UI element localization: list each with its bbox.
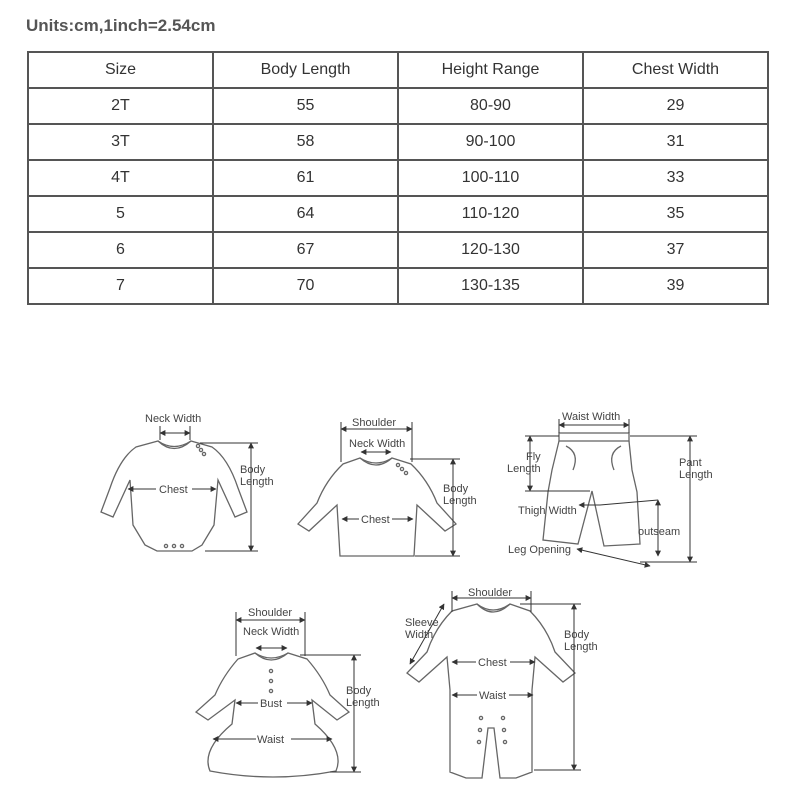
- romper-sleeve-label: Sleeve: [405, 617, 439, 629]
- pants-thigh-label: Thigh Width: [518, 505, 577, 517]
- cell-height-range: 130-135: [398, 268, 583, 304]
- cell-size: 3T: [28, 124, 213, 160]
- romper-chest-label: Chest: [478, 657, 507, 669]
- pants-fly-label-2: Length: [507, 463, 541, 475]
- top-body-length-label-2: Length: [443, 495, 477, 507]
- pants-pant-length-label: Pant: [679, 457, 702, 469]
- dress-bust-label: Bust: [260, 698, 283, 710]
- dress-neck-label: Neck Width: [243, 626, 300, 638]
- cell-size: 7: [28, 268, 213, 304]
- pants-leg-opening-label: Leg Opening: [508, 544, 571, 556]
- romper-shoulder-label: Shoulder: [468, 587, 513, 599]
- cell-height-range: 80-90: [398, 88, 583, 124]
- bodysuit-body-length-label: Body: [240, 464, 266, 476]
- top-body-length-label: Body: [443, 483, 469, 495]
- cell-body-length: 61: [213, 160, 398, 196]
- romper-body-length-label: Body: [564, 629, 590, 641]
- header-chest-width: Chest Width: [583, 52, 768, 88]
- cell-chest-width: 35: [583, 196, 768, 232]
- top-shoulder-label: Shoulder: [352, 417, 397, 429]
- bodysuit-neck-label: Neck Width: [145, 413, 202, 425]
- cell-chest-width: 37: [583, 232, 768, 268]
- dress-diagram: [196, 607, 380, 777]
- romper-waist-label: Waist: [479, 690, 507, 702]
- dress-shoulder-label: Shoulder: [248, 607, 293, 619]
- bodysuit-diagram: [101, 413, 274, 551]
- dress-body-length-label: Body: [346, 685, 372, 697]
- cell-height-range: 100-110: [398, 160, 583, 196]
- header-height-range: Height Range: [398, 52, 583, 88]
- pants-fly-label: Fly: [526, 451, 541, 463]
- cell-size: 5: [28, 196, 213, 232]
- bodysuit-outline: [101, 441, 247, 551]
- header-body-length: Body Length: [213, 52, 398, 88]
- dress-waist-label: Waist: [257, 734, 285, 746]
- top-neck-label: Neck Width: [349, 438, 406, 450]
- cell-body-length: 58: [213, 124, 398, 160]
- cell-height-range: 90-100: [398, 124, 583, 160]
- top-diagram: [298, 417, 477, 556]
- pants-pocket-left: [566, 446, 575, 470]
- bodysuit-chest-label: Chest: [159, 484, 188, 496]
- pants-pant-length-label-2: Length: [679, 469, 713, 481]
- header-size: Size: [28, 52, 213, 88]
- pants-pocket-right: [612, 446, 621, 470]
- cell-height-range: 110-120: [398, 196, 583, 232]
- romper-body-length-label-2: Length: [564, 641, 598, 653]
- bodysuit-body-length-label-2: Length: [240, 476, 274, 488]
- cell-chest-width: 31: [583, 124, 768, 160]
- top-chest-label: Chest: [361, 514, 390, 526]
- romper-diagram: [405, 587, 598, 778]
- cell-body-length: 67: [213, 232, 398, 268]
- pants-diagram: [507, 411, 713, 566]
- cell-chest-width: 39: [583, 268, 768, 304]
- pants-waistband: [559, 433, 629, 441]
- units-note: Units:cm,1inch=2.54cm: [26, 16, 216, 35]
- cell-chest-width: 29: [583, 88, 768, 124]
- pants-outseam-label: outseam: [638, 526, 681, 538]
- pants-waist-label: Waist Width: [562, 411, 621, 423]
- romper-collar: [477, 604, 510, 610]
- top-outline: [298, 458, 456, 556]
- pants-outline: [543, 441, 640, 546]
- cell-size: 2T: [28, 88, 213, 124]
- cell-size: 6: [28, 232, 213, 268]
- cell-height-range: 120-130: [398, 232, 583, 268]
- cell-body-length: 70: [213, 268, 398, 304]
- cell-chest-width: 33: [583, 160, 768, 196]
- dress-body-length-label-2: Length: [346, 697, 380, 709]
- cell-body-length: 64: [213, 196, 398, 232]
- romper-sleeve-label-2: Width: [405, 629, 434, 641]
- cell-size: 4T: [28, 160, 213, 196]
- cell-body-length: 55: [213, 88, 398, 124]
